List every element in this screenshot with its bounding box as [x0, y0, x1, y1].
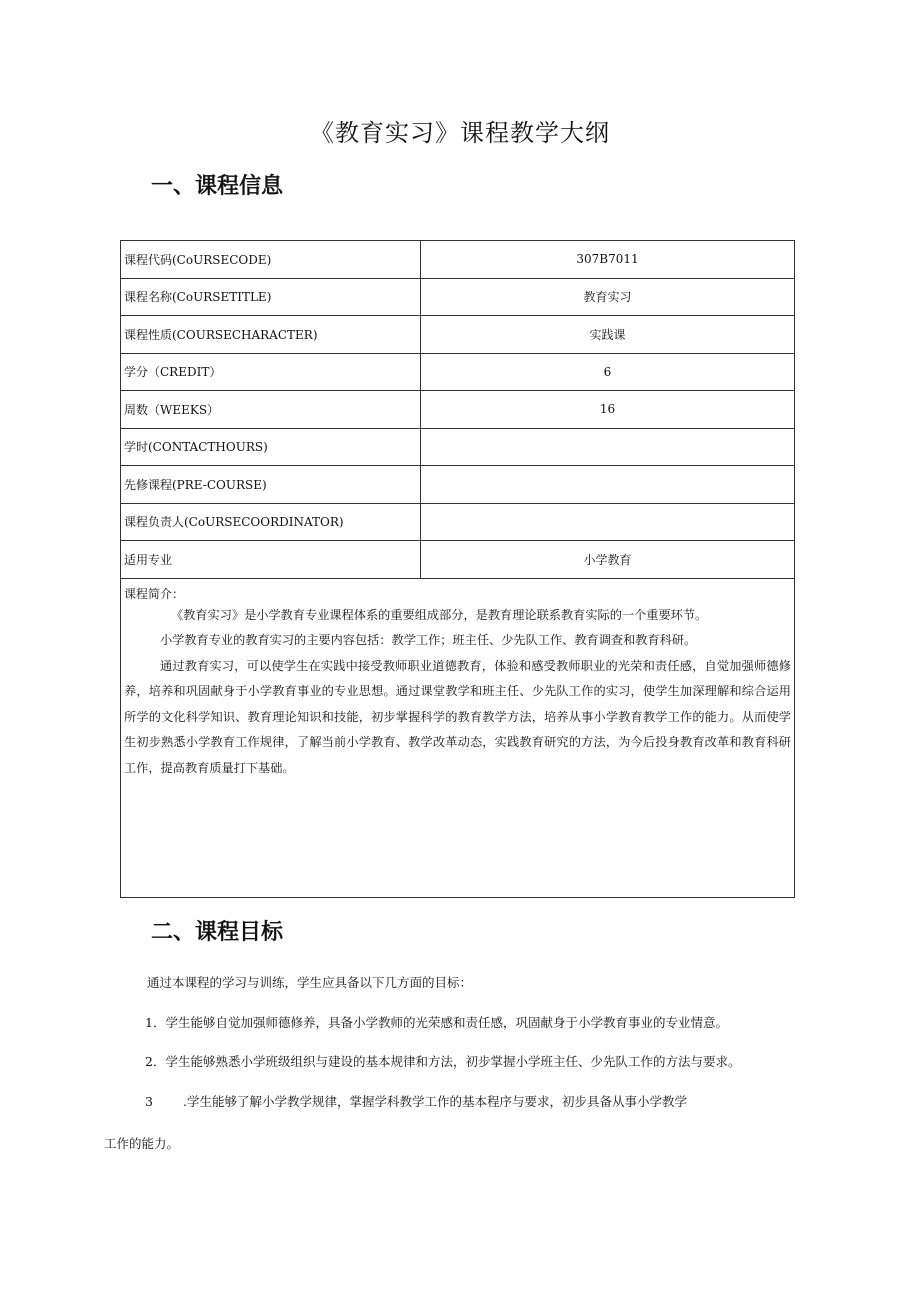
- objectives-intro: 通过本课程的学习与训练，学生应具备以下几方面的目标：: [147, 975, 473, 990]
- row-label-course-coordinator: 课程负责人(CoURSECOORDINATOR): [121, 503, 421, 541]
- objective-item-2: 2．学生能够熟悉小学班级组织与建设的基本规律和方法，初步掌握小学班主任、少先队工作的方法与要求。: [145, 1054, 741, 1069]
- course-summary-cell: [121, 578, 795, 897]
- row-value-course-code: 307B7011: [421, 241, 795, 279]
- table-row: [121, 541, 795, 579]
- course-info-table: [120, 240, 795, 898]
- section-heading-course-objectives: 二、课程目标: [151, 920, 284, 945]
- row-label-pre-course: 先修课程(PRE-COURSE): [121, 466, 421, 504]
- objective-item-3: .学生能够了解小学教学规律，掌握学科教学工作的基本程序与要求，初步具备从事小学教学: [183, 1094, 687, 1109]
- section-heading-course-info: 一、课程信息: [151, 174, 284, 199]
- objective-item-3-continuation: 工作的能力。: [104, 1136, 180, 1151]
- row-value-course-coordinator: [421, 503, 795, 541]
- document-title: 《教育实习》课程教学大纲: [310, 119, 610, 147]
- table-row: [121, 503, 795, 541]
- row-value-contact-hours: [421, 428, 795, 466]
- course-summary-paragraph: 《教育实习》是小学教育专业课程体系的重要组成部分，是教育理论联系教育实际的一个重要环节。: [171, 607, 708, 622]
- row-label-weeks: 周数（WEEKS）: [121, 391, 421, 429]
- row-label-course-character: 课程性质(COURSECHARACTER): [121, 316, 421, 354]
- table-row-summary: [121, 578, 795, 897]
- table-row: [121, 353, 795, 391]
- table-row: [121, 391, 795, 429]
- row-label-contact-hours: 学时(CONTACTHOURS): [121, 428, 421, 466]
- table-row: [121, 316, 795, 354]
- row-value-applicable-major: 小学教育: [421, 541, 795, 579]
- table-row: [121, 428, 795, 466]
- table-row: [121, 278, 795, 316]
- row-value-course-character: 实践课: [421, 316, 795, 354]
- objective-item-1: 1．学生能够自觉加强师德修养，具备小学教师的光荣感和责任感，巩固献身于小学教育事业的专业情意。: [145, 1015, 728, 1030]
- row-value-credit: 6: [421, 353, 795, 391]
- table-row: [121, 241, 795, 279]
- row-label-course-code: 课程代码(CoURSECODE): [121, 241, 421, 279]
- table-row: [121, 466, 795, 504]
- course-summary-paragraph: 小学教育专业的教育实习的主要内容包括：教学工作；班主任、少先队工作、教育调查和教育科研。: [160, 633, 697, 647]
- row-label-applicable-major: 适用专业: [121, 541, 421, 579]
- row-label-course-title: 课程名称(CoURSETITLE): [121, 278, 421, 316]
- row-label-credit: 学分（CREDIT）: [121, 353, 421, 391]
- course-summary-label: 课程简介：: [124, 586, 185, 601]
- row-value-pre-course: [421, 466, 795, 504]
- row-value-course-title: 教育实习: [421, 278, 795, 316]
- objective-item-3-number: 3: [145, 1094, 153, 1109]
- course-summary-paragraph: 通过教育实习，可以使学生在实践中接受教师职业道德教育，体验和感受教师职业的光荣和责任感，自觉加强师德修养，培养和巩固献身于小学教育事业的专业思想。通过课堂教学和班主任、少先队工作的实习，使学生加深理解和综合运用所学的文化科学知识、教育理论知识和技能，初步掌握科学的教育教学方法，培养从事小学教育教学工作的能力。从而使学生初步熟悉小学教育工作规律，了解当前小学教育、教学改革动态，实践教育研究的方法，为今后投身教育改革和教育科研工作，提高教育质量打下基础。: [124, 658, 791, 775]
- row-value-weeks: 16: [421, 391, 795, 429]
